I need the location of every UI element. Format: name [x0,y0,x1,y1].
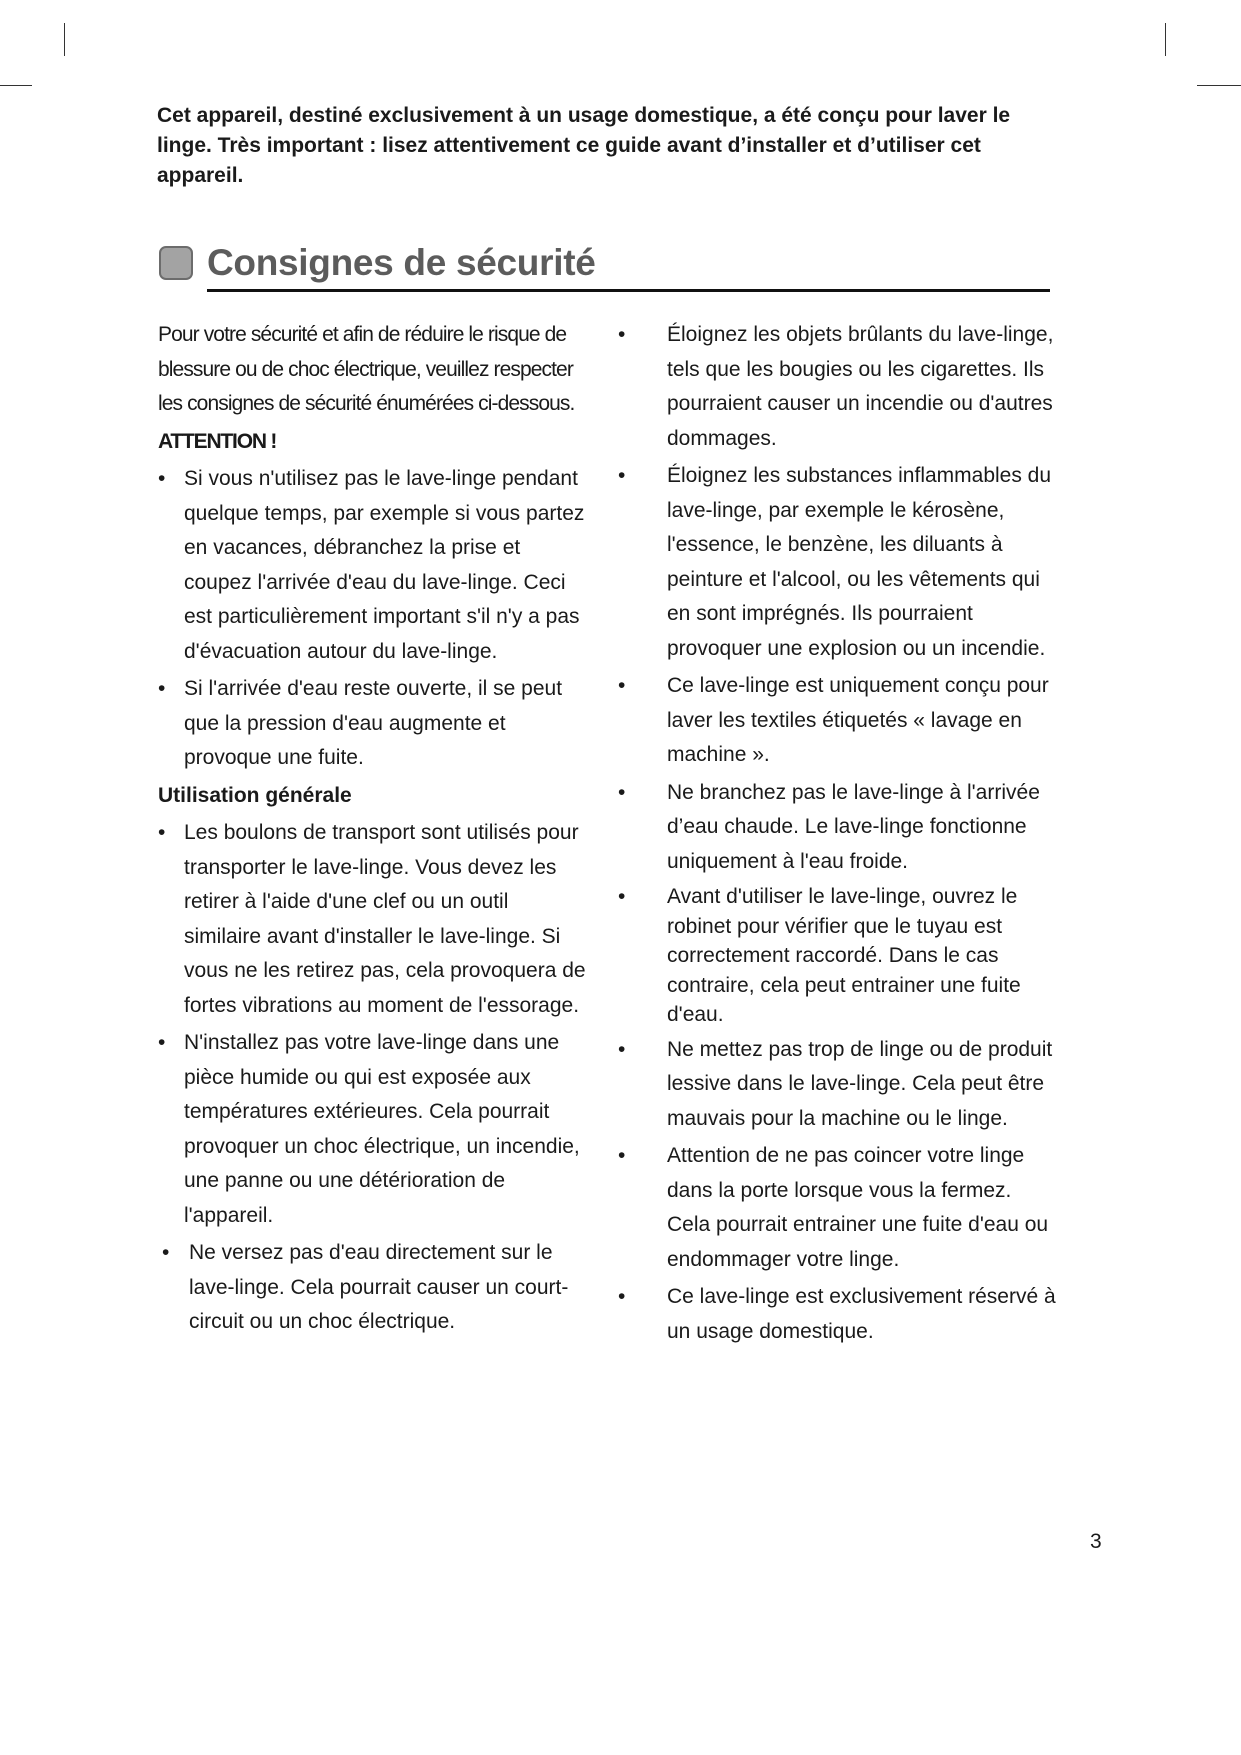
attention-list [158,462,588,776]
list-item-text: Si vous n'utilisez pas le lave-linge pendant quelque temps, par exemple si vous partez en vacances, débranchez la prise et coupez l'arrivée d'eau du lave-linge. Ceci est particulièrement important s'il n'y a pas d'évacuation autour du lave-linge. [184,467,585,663]
bullet-icon: • [618,1144,626,1167]
lead-paragraph: Pour votre sécurité et afin de réduire le risque de blessure ou de choc électrique, veuillez respecter les consignes de sécurité énumérées ci-dessous. [158,323,575,415]
list-item-text: Ne mettez pas trop de linge ou de produit lessive dans le lave-linge. Cela peut être mauvais pour la machine ou le linge. [667,1037,1053,1130]
bullet-icon: • [618,780,626,804]
right-column [618,318,1058,1352]
bullet-icon: • [158,677,166,700]
section-underline [207,289,1050,292]
list-item-text: Ce lave-linge est uniquement conçu pour laver les textiles étiquetés « lavage en machine ». [667,674,1049,766]
list-item-text: Les boulons de transport sont utilisés pour transporter le lave-linge. Vous devez les retirer à l'aide d'une clef ou un outil similaire avant d'installer le lave-linge. Si vous ne les retirez pas, cela provoquera de fortes vibrations au moment de l'essorage. [184,821,586,1017]
crop-mark-top-right-horizontal [1197,85,1241,86]
left-column [158,318,588,1343]
list-item-text: Ne versez pas d'eau directement sur le lave-linge. Cela pourrait causer un court-circuit ou un choc électrique. [189,1241,569,1333]
list-item [618,318,1058,456]
list-item-text: Avant d'utiliser le lave-linge, ouvrez le robinet pour vérifier que le tuyau est correctement raccordé. Dans le cas contraire, cela peut entrainer une fuite d'eau. [667,885,1021,1026]
bullet-icon: • [158,467,166,490]
section-title: Consignes de sécurité [207,242,596,283]
list-item [618,776,1058,880]
bullet-icon: • [158,1031,166,1054]
crop-mark-top-right-vertical [1165,23,1166,56]
rounded-square-icon [159,246,193,280]
bullet-icon: • [618,1037,626,1061]
general-use-heading: Utilisation générale [158,783,352,807]
bullet-icon: • [618,885,626,908]
bullet-icon: • [618,323,626,346]
intro-paragraph: Cet appareil, destiné exclusivement à un usage domestique, a été conçu pour laver le linge. Très important : lisez attentivement ce guide avant d’installer et d’utiliser cet appareil. [157,104,1011,187]
list-item-text: Ne branchez pas le lave-linge à l'arrivée d’eau chaude. Le lave-linge fonctionne uniquement à l'eau froide. [667,780,1040,873]
safety-list [618,318,1058,1349]
list-item [618,882,1058,1030]
list-item [618,669,1058,773]
bullet-icon: • [618,674,626,697]
attention-heading: ATTENTION ! [158,429,277,453]
list-item [158,1026,588,1233]
list-item-text: Éloignez les substances inflammables du lave-linge, par exemple le kérosène, l'essence, le benzène, les diluants à peinture et l'alcool, ou les vêtements qui en sont imprégnés. Ils pourraient provoquer une explosion ou un incendie. [667,464,1052,660]
list-item-text: N'installez pas votre lave-linge dans une pièce humide ou qui est exposée aux températures extérieures. Cela pourrait provoquer un choc électrique, un incendie, une panne ou une détérioration de l'appareil. [184,1031,580,1227]
list-item [618,1280,1058,1349]
list-item [158,1236,588,1340]
crop-mark-top-left-vertical [64,23,65,56]
section-header [157,240,1050,294]
bullet-icon: • [618,464,626,487]
general-use-list [158,816,588,1340]
list-item-text: Éloignez les objets brûlants du lave-linge, tels que les bougies ou les cigarettes. Ils pourraient causer un incendie ou d'autres dommages. [667,323,1054,450]
list-item [158,462,588,669]
list-item [618,459,1058,666]
bullet-icon: • [158,821,166,844]
list-item [618,1139,1058,1277]
page-number: 3 [1090,1530,1102,1553]
list-item [618,1033,1058,1137]
crop-mark-top-left-horizontal [0,85,32,86]
list-item [158,672,588,776]
list-item-text: Ce lave-linge est exclusivement réservé à un usage domestique. [667,1285,1056,1343]
bullet-icon: • [162,1241,170,1264]
list-item [158,816,588,1023]
list-item-text: Attention de ne pas coincer votre linge dans la porte lorsque vous la fermez. Cela pourrait entrainer une fuite d'eau ou endommager votre linge. [667,1144,1049,1271]
bullet-icon: • [618,1285,626,1308]
list-item-text: Si l'arrivée d'eau reste ouverte, il se peut que la pression d'eau augmente et provoque une fuite. [184,677,563,769]
